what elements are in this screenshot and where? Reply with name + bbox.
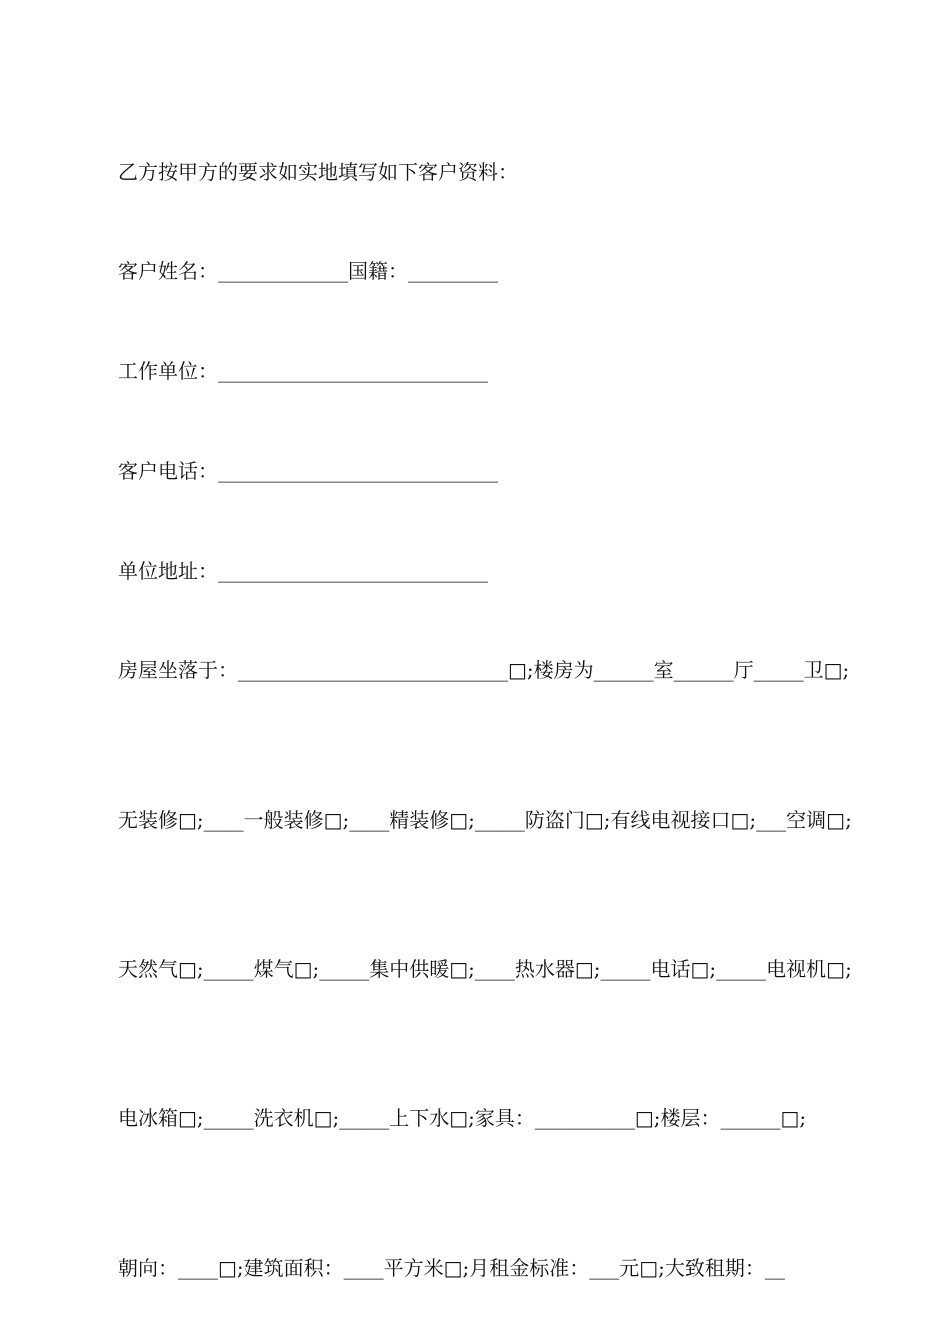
decoration-options-paragraph: 无装修□;____一般装修□;____精装修□;_____防盗门□;有线电视接口□;___空调□; bbox=[118, 808, 852, 832]
utilities-options-paragraph: 天然气□;_____煤气□;_____集中供暖□;____热水器□;_____电话□;_____电视机□; bbox=[118, 957, 852, 981]
intro-paragraph: 乙方按甲方的要求如实地填写如下客户资料： bbox=[118, 160, 518, 184]
work-unit-line: 工作单位：___________________________ bbox=[118, 359, 488, 383]
appliances-floor-paragraph: 电冰箱□;_____洗衣机□;_____上下水□;家具：__________□;楼层：______□; bbox=[118, 1106, 807, 1130]
house-location-paragraph: 房屋坐落于：___________________________□;楼房为______室______厅_____卫□; bbox=[118, 658, 850, 682]
customer-phone-line: 客户电话：____________________________ bbox=[118, 459, 498, 483]
orientation-area-rent-paragraph: 朝向：____□;建筑面积：____平方米□;月租金标准：___元□;大致租期：__ bbox=[118, 1256, 785, 1280]
customer-name-nationality-line: 客户姓名：_____________国籍：_________ bbox=[118, 259, 498, 283]
unit-address-line: 单位地址：___________________________ bbox=[118, 559, 488, 583]
